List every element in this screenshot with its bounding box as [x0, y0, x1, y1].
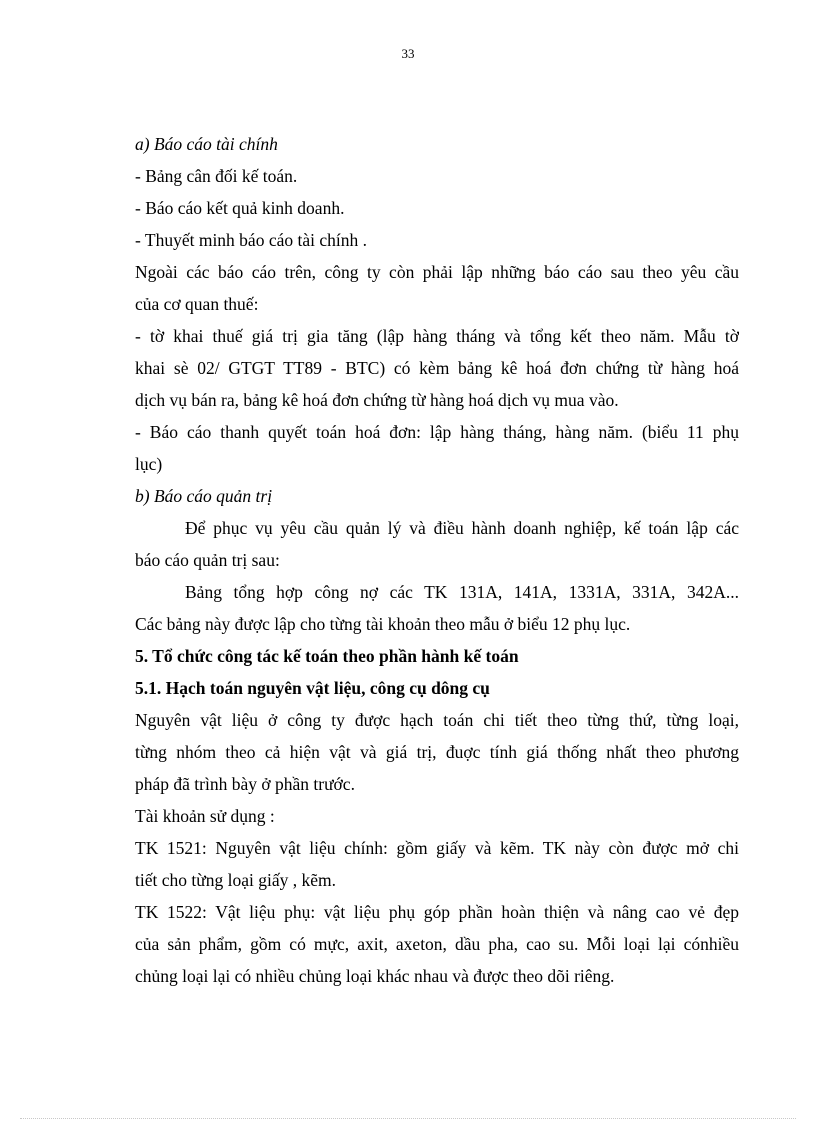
text-line: Để phục vụ yêu cầu quản lý và điều hành doanh nghiệp, kế toán lập các: [185, 518, 739, 538]
subheading-management-reports: b) Báo cáo quản trị: [135, 486, 273, 506]
text-line: từng nhóm theo cả hiện vật và giá trị, đuợc tính giá thống nhất theo phương: [135, 742, 739, 762]
text-line: của sản phẩm, gồm có mực, axit, axeton, dầu pha, cao su. Mỗi loại lại cónhiều: [135, 934, 739, 954]
subsection-heading: 5.1. Hạch toán nguyên vật liệu, công cụ dông cụ: [135, 678, 490, 698]
text-line: Tài khoản sử dụng :: [135, 806, 275, 826]
text-line: Nguyên vật liệu ở công ty được hạch toán chi tiết theo từng thứ, từng loại,: [135, 710, 739, 730]
text-line: dịch vụ bán ra, bảng kê hoá đơn chứng từ hàng hoá dịch vụ mua vào.: [135, 390, 619, 410]
text-line: - Thuyết minh báo cáo tài chính .: [135, 230, 367, 250]
text-line: - Báo cáo thanh quyết toán hoá đơn: lập hàng tháng, hàng năm. (biểu 11 phụ: [135, 422, 739, 442]
text-line: của cơ quan thuế:: [135, 294, 259, 314]
section-heading: 5. Tổ chức công tác kế toán theo phần hành kế toán: [135, 646, 519, 666]
text-line: báo cáo quản trị sau:: [135, 550, 280, 570]
text-line: Ngoài các báo cáo trên, công ty còn phải lập những báo cáo sau theo yêu cầu: [135, 262, 739, 282]
document-body: [135, 132, 739, 996]
page-number: 33: [401, 46, 415, 61]
text-line: lục): [135, 454, 163, 474]
text-line: - Báo cáo kết quả kinh doanh.: [135, 198, 345, 218]
text-line: khai sè 02/ GTGT TT89 - BTC) có kèm bảng kê hoá đơn chứng từ hàng hoá: [135, 358, 739, 378]
text-line: tiết cho từng loại giấy , kẽm.: [135, 870, 336, 890]
page-bottom-divider: [20, 1118, 796, 1119]
text-line: - Bảng cân đối kế toán.: [135, 166, 298, 186]
text-line: pháp đã trình bày ở phần trước.: [135, 774, 355, 794]
text-line: TK 1521: Nguyên vật liệu chính: gồm giấy và kẽm. TK này còn được mở chi: [135, 838, 739, 858]
subheading-financial-reports: a) Báo cáo tài chính: [135, 134, 278, 154]
text-line: Bảng tổng hợp công nợ các TK 131A, 141A, 1331A, 331A, 342A...: [185, 582, 739, 602]
text-line: - tờ khai thuế giá trị gia tăng (lập hàng tháng và tổng kết theo năm. Mẫu tờ: [135, 326, 739, 346]
text-line: Các bảng này được lập cho từng tài khoản theo mẫu ở biểu 12 phụ lục.: [135, 614, 631, 634]
text-line: chủng loại lại có nhiều chủng loại khác nhau và được theo dõi riêng.: [135, 966, 615, 986]
text-line: TK 1522: Vật liệu phụ: vật liệu phụ góp phần hoàn thiện và nâng cao vẻ đẹp: [135, 902, 739, 922]
